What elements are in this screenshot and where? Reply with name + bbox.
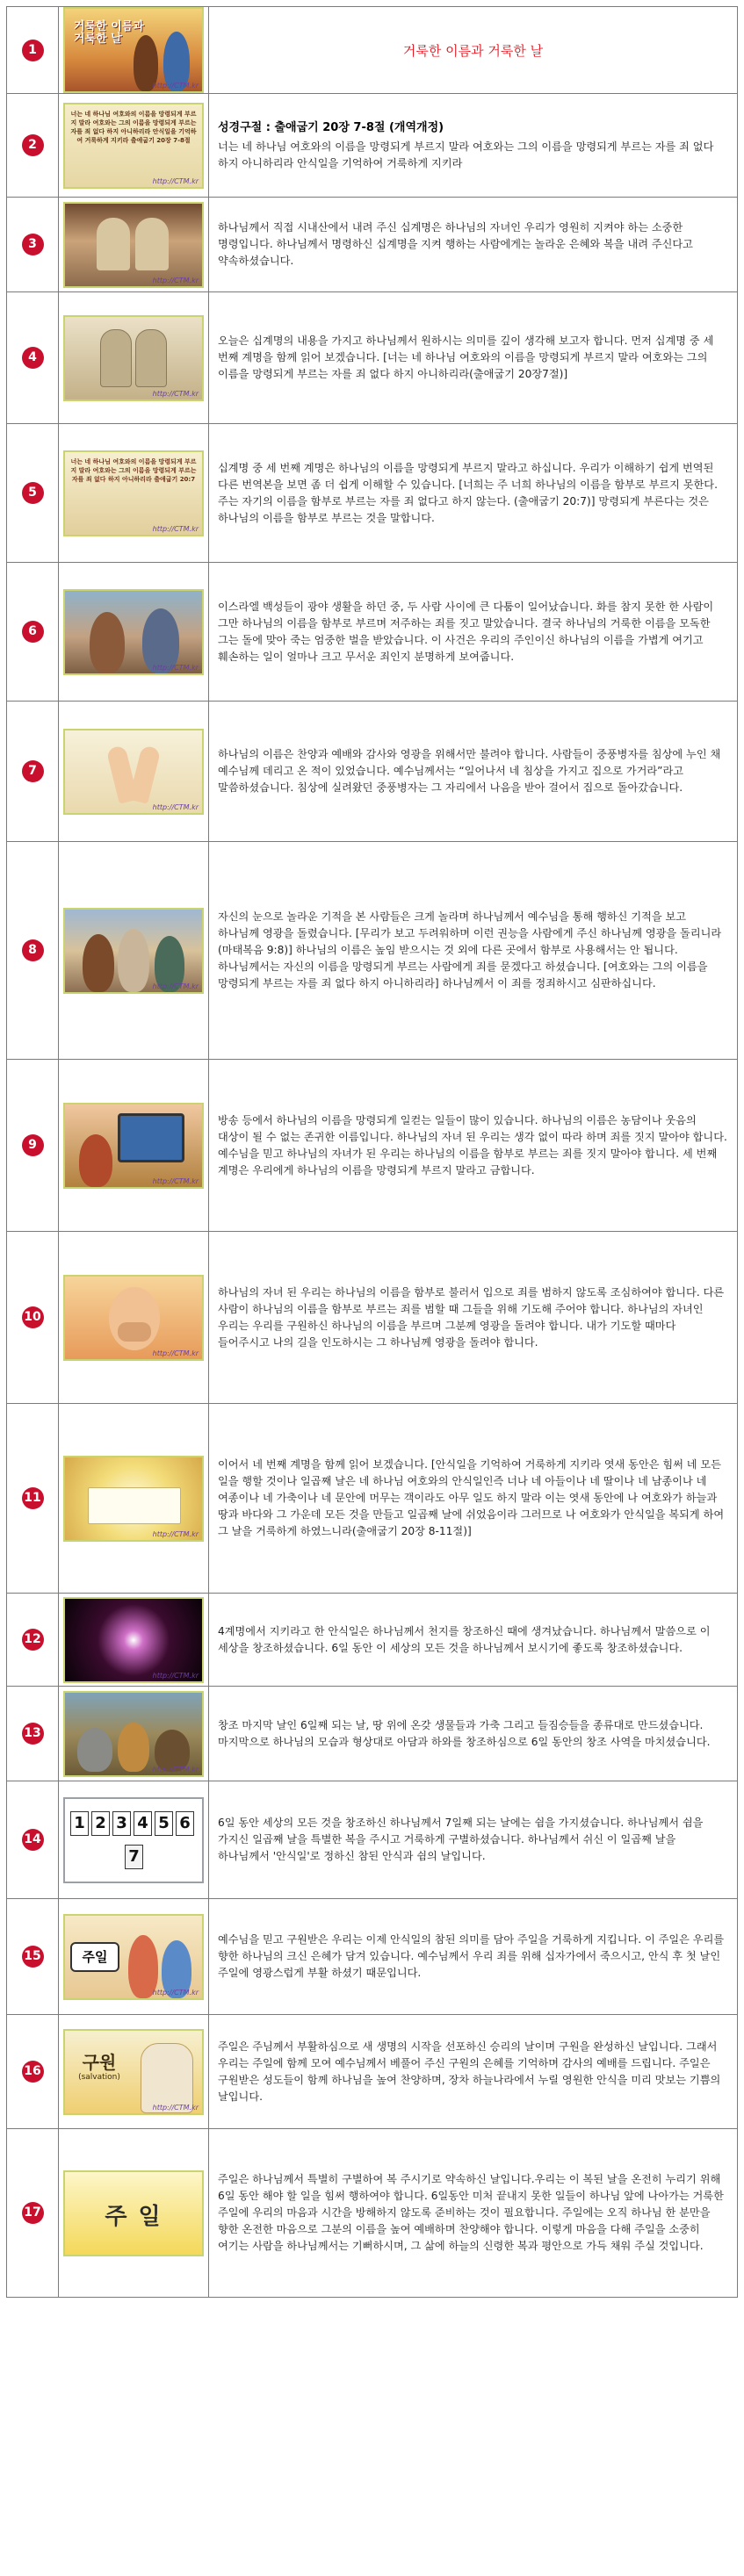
row-number: 11 xyxy=(22,1487,44,1509)
covered-mouth-illustration: http://CTM.kr xyxy=(63,1275,204,1361)
salvation-word: 구원 xyxy=(82,2051,117,2073)
row-number: 16 xyxy=(22,2061,44,2083)
table-row xyxy=(7,292,738,424)
row-number: 14 xyxy=(22,1829,44,1851)
verse-heading: 성경구절 : 출애굽기 20장 7-8절 (개역개정) xyxy=(218,121,444,134)
table-row xyxy=(7,1594,738,1687)
table-row xyxy=(7,424,738,563)
table-row xyxy=(7,1899,738,2015)
table-row xyxy=(7,1781,738,1899)
thumb-title: 거룩한 이름과 거룩한 날 xyxy=(74,20,144,46)
paragraph: 4계명에서 지키라고 한 안식일은 하나님께서 천지를 창조하신 때에 생겨났습니다. 하나님께서 말씀으로 이 세상을 창조하셨습니다. 6일 동안 이 세상의 모든 것을 하나님께서 보시기에 좋도록 창조하셨습니다. xyxy=(218,1624,711,1654)
row-number: 4 xyxy=(22,347,44,369)
sunday-family-illustration: 주일 http://CTM.kr xyxy=(63,1914,204,2000)
stone-tablets-illustration: http://CTM.kr xyxy=(63,315,204,401)
sunday-title-illustration xyxy=(63,2170,204,2256)
lesson-table xyxy=(6,6,738,2298)
paragraph: 6일 동안 세상의 모든 것을 창조하신 하나님께서 7일째 되는 날에는 쉼을 가지셨습니다. 하나님께서 쉼을 가지신 일곱째 날을 특별한 복을 주시고 거룩하게 구별하셨습니다. 하나님께서 쉬신 이 일곱째 날을 하나님께서 '안식일'로 정하신 참된 안식과 쉼의 날입니다. xyxy=(218,1817,704,1862)
paragraph: 하나님의 자녀 된 우리는 하나님의 이름을 함부로 불러서 입으로 죄를 범하지 않도록 조심하여야 합니다. 다른 사람이 하나님의 이름을 함부로 부르는 죄를 범할 때 그들을 위해 기도해 주어야 합니다. 하나님의 자녀인 우리는 우리를 구원하신 하나님의 이름을 부르며 그분께 영광을 돌려야 합니다. 내가 기도할 때마다 들어주시고 나의 길을 인도하시는 그 하나님께 영광을 돌려야 합니다. xyxy=(218,1285,725,1349)
paragraph: 이어서 네 번째 계명을 함께 읽어 보겠습니다. [안식일을 기억하여 거룩하게 지키라 엿새 동안은 힘써 네 모든 일을 행할 것이나 일곱째 날은 네 하나님 여호와의 안식일인즉 너나 네 아들이나 네 딸이나 네 남종이나 네 여종이나 네 가축이나 네 문안에 머무는 객이라도 아무 일도 하지 말라 이는 엿새 동안에 나 여호와가 하늘과 땅과 바다와 그 가운데 모든 것을 만들고 일곱째 날에 쉬었음이라 그러므로 나 여호와가 안식일을 복되게 하여 그 날을 거룩하게 하였느니라(출애굽기 20장 8-11절)] xyxy=(218,1458,725,1537)
sunday-word: 주 일 xyxy=(105,2203,163,2230)
verse-card-illustration: 너는 네 하나님 여호와의 이름을 망령되게 부르지 말라 여호와는 그의 이름을 망령되게 부르는 자를 죄 없다 하지 아니하리라 안식일을 기억하여 거룩하게 지키라 출애굽기 20장 7-8절 http://CTM.kr xyxy=(63,103,204,189)
paragraph: 방송 등에서 하나님의 이름을 망령되게 일컫는 일들이 많이 있습니다. 하나님의 이름은 농담이나 웃음의 대상이 될 수 없는 존귀한 이름입니다. 하나님의 자녀 된 우리는 생각 없이 따라 하며 죄를 짓지 말아야 합니다. 예수님을 믿고 하나님의 자녀가 된 우리는 하나님의 이름을 함부로 부르는 죄를 짓지 말아야 합니다. 세 번째 계명은 우리에게 하나님의 이름을 망령되게 부르지 말라고 금합니다. xyxy=(218,1113,727,1176)
table-row xyxy=(7,94,738,198)
paragraph: 창조 마지막 날인 6일째 되는 날, 땅 위에 온갖 생물들과 가축 그리고 들짐승들을 종류대로 만드셨습니다. 마지막으로 하나님의 모습과 형상대로 아담과 하와를 창조하심으로 6일 동안의 창조 사역을 마치셨습니다. xyxy=(218,1718,711,1748)
paragraph: 십계명 중 세 번째 계명은 하나님의 이름을 망령되게 부르지 말라고 하십니다. 우리가 이해하기 쉽게 번역된 다른 번역본을 보면 좀 더 쉽게 이해할 수 있습니다. [너희는 주 너희 하나님의 이름을 함부로 부르지 못한다. 주는 자기의 이름을 함부로 부르는 자를 죄 없다고 하지 않는다. (출애굽기 20:7)] 망령되게 부른다는 것은 하나님의 이름을 함부로 부르는 것을 말합니다. xyxy=(218,461,718,524)
table-row xyxy=(7,842,738,1060)
television-illustration: http://CTM.kr xyxy=(63,1103,204,1189)
table-row xyxy=(7,1404,738,1594)
table-row xyxy=(7,198,738,292)
table-row xyxy=(7,1232,738,1404)
paragraph: 자신의 눈으로 놀라운 기적을 본 사람들은 크게 놀라며 하나님께서 예수님을 통해 행하신 기적을 보고 하나님께 영광을 돌렸습니다. [무리가 보고 두려워하며 이런 권능을 사람에게 주신 하나님께 영광을 돌리니라(마태복음 9:8)] 하나님의 이름은 높임 받으시는 것 외에 다른 곳에서 함부로 사용해서는 안 됩니다. 하나님께서는 자신의 이름을 망령되게 부르는 사람에게 죄를 묻겠다고 하셨습니다. [여호와는 그의 이름을 망령되게 부르는 자를 죄 없다 하지 아니하리라] 하나님께서 이 죄를 정죄하시고 심판하십니다. xyxy=(218,910,722,989)
row-number: 17 xyxy=(22,2202,44,2224)
stone-tablets-illustration: http://CTM.kr xyxy=(63,202,204,288)
lesson-title: 거룩한 이름과 거룩한 날 xyxy=(402,42,544,59)
row-number: 5 xyxy=(22,482,44,504)
crowd-praising-illustration: http://CTM.kr xyxy=(63,908,204,994)
paragraph: 하나님께서 직접 시내산에서 내려 주신 십계명은 하나님의 자녀인 우리가 영원히 지켜야 하는 소중한 명령입니다. 하나님께서 명령하신 십계명을 지켜 행하는 사람에게는 놀라운 은혜와 복을 내려 주신다고 약속하셨습니다. xyxy=(218,221,693,267)
animals-creation-illustration: http://CTM.kr xyxy=(63,1691,204,1777)
paragraph: 예수님을 믿고 구원받은 우리는 이제 안식일의 참된 의미를 담아 주일을 거룩하게 지킵니다. 이 주일은 우리를 향한 하나님의 크신 은혜가 담겨 있습니다. 예수님께서 우리 죄를 위해 십자가에서 죽으시고, 안식 후 첫 날인 주일에 영광스럽게 부활 하셨기 때문입니다. xyxy=(218,1933,725,1979)
praying-hands-illustration: http://CTM.kr xyxy=(63,729,204,815)
row-number: 9 xyxy=(22,1134,44,1156)
row-number: 8 xyxy=(22,939,44,961)
row-number: 7 xyxy=(22,760,44,782)
table-row xyxy=(7,702,738,842)
title-illustration xyxy=(63,7,204,93)
salvation-illustration: 구원 (salvation) http://CTM.kr xyxy=(63,2029,204,2115)
open-bible-illustration: http://CTM.kr xyxy=(63,1456,204,1542)
table-row xyxy=(7,1060,738,1232)
watermark: http://CTM.kr xyxy=(152,82,199,90)
verse-card-illustration: 너는 네 하나님 여호와의 이름을 망령되게 부르지 말라 여호와는 그의 이름을 망령되게 부르는 자를 죄 없다 하지 아니하리라 출애굽기 20:7 http://CTM.kr xyxy=(63,450,204,536)
light-burst-illustration: http://CTM.kr xyxy=(63,1597,204,1683)
seven-days-illustration: 1 2 3 4 5 6 7 xyxy=(63,1797,204,1883)
paragraph: 오늘은 십계명의 내용을 가지고 하나님께서 원하시는 의미를 깊이 생각해 보고자 합니다. 먼저 십계명 중 세 번째 계명을 함께 읽어 보겠습니다. [너는 네 하나님 여호와의 이름을 망령되게 부르지 말라 여호와는 그의 이름을 망령되게 부르는 자를 죄 없다 하지 아니하리라(출애굽기 20장7절)] xyxy=(218,335,714,380)
table-row xyxy=(7,1687,738,1781)
row-number: 15 xyxy=(22,1946,44,1968)
row-number: 1 xyxy=(22,40,44,61)
sunday-sign: 주일 xyxy=(70,1942,119,1972)
row-number: 10 xyxy=(22,1306,44,1328)
table-row xyxy=(7,2015,738,2129)
table-row xyxy=(7,7,738,94)
table-row xyxy=(7,563,738,702)
quarrel-illustration: http://CTM.kr xyxy=(63,589,204,675)
paragraph: 주일은 하나님께서 특별히 구별하여 복 주시기로 약속하신 날입니다.우리는 이 복된 날을 온전히 누리기 위해 6일 동안 해야 할 일을 힘써 행하여야 합니다. 6일동안 미처 끝내지 못한 일들이 하나님 앞에 나아가는 거룩한 주일에 우리의 마음과 시간을 방해하지 않도록 준비하는 것이 필요합니다. 주일에는 오직 하나님 한 분만을 향한 온전한 마음으로 그분의 이름을 높여 예배하며 찬양해야 합니다. 이렇게 마음을 다해 주일을 소중히 여기는 사람을 하나님께서는 기뻐하시며, 그 삶에 하늘의 신령한 복과 평안으로 가득 채워 주실 것입니다. xyxy=(218,2173,724,2252)
paragraph: 주일은 주님께서 부활하심으로 새 생명의 시작을 선포하신 승리의 날이며 구원을 완성하신 날입니다. 그래서 우리는 주일에 함께 모여 예수님께서 베풀어 주신 구원의 은혜를 기억하며 감사의 예배를 드립니다. 주일은 구원받은 성도들이 함께 하나님을 높여 찬양하며, 장차 하늘나라에서 누릴 영원한 안식을 미리 맛보는 기쁨의 날입니다. xyxy=(218,2040,721,2103)
row-number: 12 xyxy=(22,1629,44,1651)
row-number: 3 xyxy=(22,234,44,255)
row-number: 2 xyxy=(22,134,44,156)
paragraph: 이스라엘 백성들이 광야 생활을 하던 중, 두 사람 사이에 큰 다툼이 일어났습니다. 화를 참지 못한 한 사람이 그만 하나님의 이름을 함부로 부르며 저주하는 죄를 짓고 말았습니다. 결국 하나님의 거룩한 이름을 모독한 그는 돌에 맞아 죽는 엄중한 벌을 받았습니다. 이 사건은 우리의 주인이신 하나님의 이름을 가볍게 여기고 훼손하는 일이 얼마나 크고 무서운 죄인지 분명하게 보여줍니다. xyxy=(218,600,714,663)
row-number: 6 xyxy=(22,621,44,643)
paragraph: 하나님의 이름은 찬양과 예배와 감사와 영광을 위해서만 불려야 합니다. 사람들이 중풍병자를 침상에 누인 채 예수님께 데리고 온 적이 있었습니다. 예수님께서는 “일어나서 네 침상을 가지고 집으로 가거라”라고 말씀하셨습니다. 침상에 실려왔던 중풍병자는 그 자리에서 나음을 받아 걸어서 집으로 돌아갔습니다. xyxy=(218,748,721,794)
verse-text: 너는 네 하나님 여호와의 이름을 망령되게 부르지 말라 여호와는 그의 이름을 망령되게 부르는 자를 죄 없다 하지 아니하리라 안식일을 기억하여 거룩하게 지키라 xyxy=(218,140,714,169)
table-row xyxy=(7,2129,738,2298)
row-number: 13 xyxy=(22,1723,44,1745)
